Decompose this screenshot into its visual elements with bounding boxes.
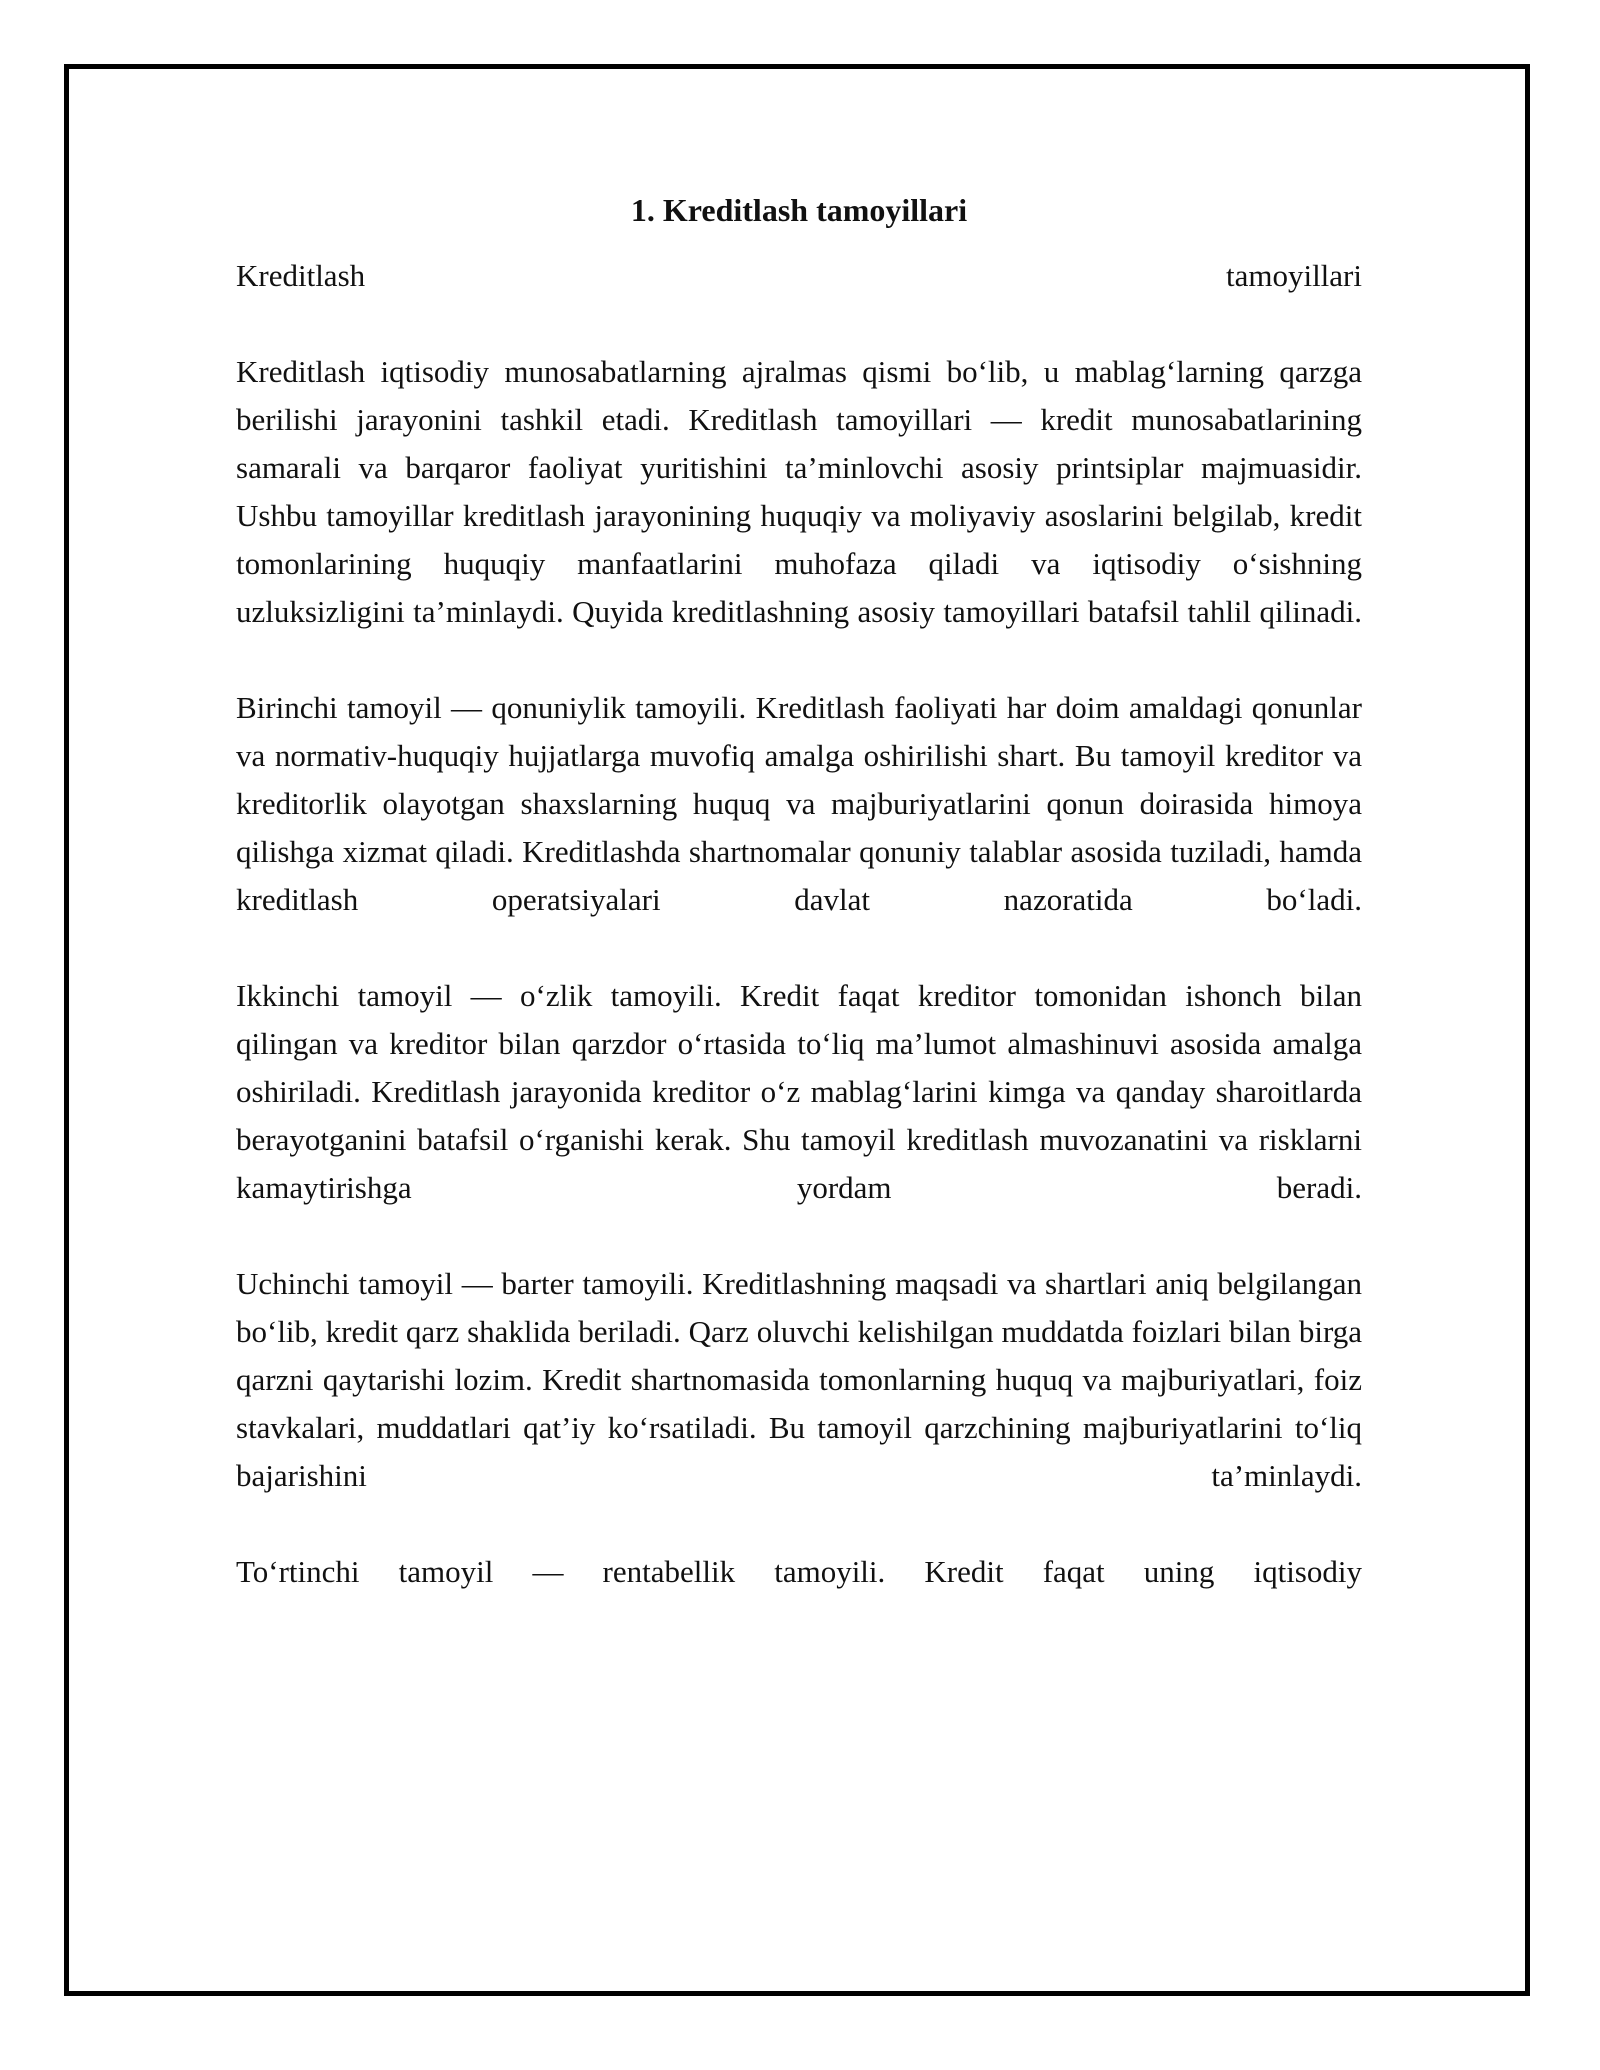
paragraph-principle-2: Ikkinchi tamoyil — o‘zlik tamoyili. Kredit faqat kreditor tomonidan ishonch bilan qilingan va kreditor bilan qarzdor o‘rtasida to‘liq ma’lumot almashinuvi asosida amalga oshiriladi. Kreditlash jarayonida kreditor o‘z mablag‘larini kimga va qanday sharoitlarda berayotganini batafsil o‘rganishi kerak. Shu tamoyil kreditlash muvozanatini va risklarni kamaytirishga yordam beradi. bbox=[236, 978, 1362, 1205]
document-title: 1. Kreditlash tamoyillari bbox=[630, 192, 968, 228]
paragraph-heading: Kreditlash tamoyillari bbox=[236, 258, 1362, 293]
paragraph-intro: Kreditlash iqtisodiy munosabatlarning ajralmas qismi bo‘lib, u mablag‘larning qarzga berilishi jarayonini tashkil etadi. Kreditlash tamoyillari — kredit munosabatlarining samarali va barqaror faoliyat yuritishini ta’minlovchi asosiy printsiplar majmuasidir. Ushbu tamoyillar kreditlash jarayonining huquqiy va moliyaviy asoslarini belgilab, kredit tomonlarining huquqiy manfaatlarini muhofaza qiladi va iqtisodiy o‘sishning uzluksizligini ta’minlaydi. Quyida kreditlashning asosiy tamoyillari batafsil tahlil qilinadi. bbox=[236, 354, 1362, 629]
paragraph-principle-3: Uchinchi tamoyil — barter tamoyili. Kreditlashning maqsadi va shartlari aniq belgilangan bo‘lib, kredit qarz shaklida beriladi. Qarz oluvchi kelishilgan muddatda foizlari bilan birga qarzni qaytarishi lozim. Kredit shartnomasida tomonlarning huquq va majburiyatlari, foiz stavkalari, muddatlari qat’iy ko‘rsatiladi. Bu tamoyil qarzchining majburiyatlarini to‘liq bajarishini ta’minlaydi. bbox=[236, 1266, 1362, 1493]
document-body bbox=[236, 186, 1362, 1644]
paragraph-principle-4: To‘rtinchi tamoyil — rentabellik tamoyili. Kredit faqat uning iqtisodiy bbox=[236, 1554, 1362, 1589]
paragraph-principle-1: Birinchi tamoyil — qonuniylik tamoyili. Kreditlash faoliyati har doim amaldagi qonunlar va normativ-huquqiy hujjatlarga muvofiq amalga oshirilishi shart. Bu tamoyil kreditor va kreditorlik olayotgan shaxslarning huquq va majburiyatlarini qonun doirasida himoya qilishga xizmat qiladi. Kreditlashda shartnomalar qonuniy talablar asosida tuziladi, hamda kreditlash operatsiyalari davlat nazoratida bo‘ladi. bbox=[236, 690, 1362, 917]
